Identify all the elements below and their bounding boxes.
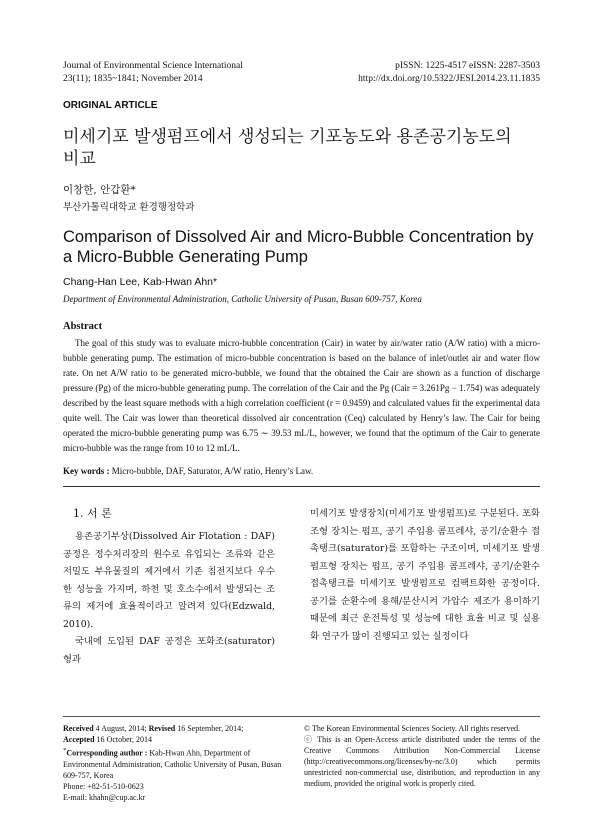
phone: Phone: +82-51-510-0623 [63, 781, 144, 791]
cc-icon: ⓒ [304, 735, 314, 744]
keywords-label: Key words : [63, 466, 110, 476]
revised-label: Revised [148, 724, 176, 733]
doi-link[interactable]: http://dx.doi.org/10.5322/JESI.2014.23.11.1835 [358, 74, 540, 84]
journal-name: Journal of Environmental Science International [63, 61, 243, 71]
section-heading: 1. 서 론 [73, 507, 112, 520]
email[interactable]: E-mail: khahn@cup.ac.kr [63, 792, 146, 802]
abstract-text: The goal of this study was to evaluate micro-bubble concentration (Cair) in water by air/water ratio (A/W ratio) with a micro-bubble generating pump. The estimation of micro-bubble concentration is based on the balance of inlet/outlet air and water flow rate. On net A/W ratio to be generated micro-bubble, we found that the obtained the Cair are shown as a function of discharge pressure (Pg) of the micro-bubble generating pump. The correlation of the Cair and the Pg (Cair = 3.261Pg − 1.754) was adequately described by the least square methods with a high correlation coefficient (r = 0.9459) and calculated values fit the experimental data quite well. The Cair was lower than theoretical dissolved air concentration (Ceq) calculated by Henry’s law. The Cair for being operated the micro-bubble generating pump was 6.75 ∼ 39.53 mL/L, however, we found that the optimum of the Cair to generate micro-bubble was the range from 10 to 12 mL/L. [63, 338, 540, 453]
received-label: Received [63, 724, 94, 733]
footnote-divider [63, 716, 540, 717]
affiliation-english: Department of Environmental Administration, Catholic University of Pusan, Busan 609-757, Korea [63, 294, 422, 304]
footnote-left: Received 4 August, 2014; Revised 16 September, 2014; Accepted 16 October, 2014 *Corresponding author : Kab-Hwan Ahn, Department of Environmental Administration, Catholic University of Pusan, Busan 609-757, Korea Phone: +82-51-510-0623 E-mail: khahn@cup.ac.kr [63, 723, 288, 803]
license-text: This is an Open-Access article distributed under the terms of the Creative Commons Attribution Non-Commercial License (http://creativecommons.org/licenses/by-nc/3.0) which permits unrestricted non-commercial use, distribution, and reproduction in any medium, provided the original work is properly cited. [304, 735, 541, 788]
journal-issue: 23(11); 1835~1841; November 2014 [63, 74, 203, 84]
dates [63, 723, 288, 734]
copyright-icon: © [304, 724, 311, 733]
paragraph: 국내에 도입된 DAF 공정은 포화조(saturator)형과 [63, 636, 275, 665]
corresponding-label: Corresponding author : [66, 748, 148, 758]
copyright-text: The Korean Environmental Sciences Society. All rights reserved. [311, 724, 521, 733]
article-type: ORIGINAL ARTICLE [63, 100, 158, 111]
journal-header-right [358, 60, 540, 86]
keywords-text: Micro-bubble, DAF, Saturator, A/W ratio, Henry’s Law. [111, 466, 314, 476]
received-date: 4 August, 2014; [95, 724, 147, 733]
keywords [63, 466, 313, 476]
title-english: Comparison of Dissolved Air and Micro-Bubble Concentration by a Micro-Bubble Generating Pump [63, 228, 534, 266]
authors-korean: 이창한, 안갑환* [63, 184, 136, 196]
issn: pISSN: 1225-4517 eISSN: 2287-3503 [395, 61, 540, 71]
accepted-date: 16 October, 2014 [96, 735, 152, 744]
abstract-heading: Abstract [63, 321, 103, 332]
affiliation-korean: 부산가톨릭대학교 환경행정학과 [63, 202, 195, 213]
authors-english: Chang-Han Lee, Kab-Hwan Ahn* [63, 276, 218, 288]
accepted-label: Accepted [63, 735, 95, 744]
footnote-right [304, 723, 540, 789]
divider [63, 486, 540, 487]
title-korean: 미세기포 발생펌프에서 생성되는 기포농도와 용존공기농도의 비교 [63, 127, 512, 169]
paragraph: 용존공기부상(Dissolved Air Flotation : DAF) 공정은 정수처리장의 원수로 유입되는 조류와 같은 저밀도 부유물질의 제거에서 기존 침전지보다 우수한 성능을 가지며, 하천 및 호소수에서 발생되는 조류의 제거에 효율적이라고 알려져 있다(Edzwald, 2010). [63, 531, 275, 630]
section-body-left [63, 528, 275, 668]
corresponding-author: Kab-Hwan Ahn, Department of Environmental Administration, Catholic University of Pusan, Busan 609-757, Korea [63, 748, 282, 780]
journal-header-left [63, 60, 243, 86]
revised-date: 16 September, 2014; [177, 724, 244, 733]
section-body-right: 미세기포 발생장치(미세기포 발생펌프)로 구분된다. 포화조형 장치는 펌프, 공기 주입용 콤프레샤, 공기/순환수 접촉탱크(saturator)를 포함하는 구조이며, 미세기포 발생펌프형 장치는 펌프, 공기 주입용 콤프레샤, 공기/순환수 접촉탱크를 미세기포 발생펌프로 컴팩트화한 공정이다. 공기를 순환수에 용해/분산시켜 가압수 제조가 용이하기 때문에 최근 운전특성 및 성능에 대한 효율 비교 및 실용화 연구가 많이 진행되고 있는 실정이다 [310, 508, 540, 642]
